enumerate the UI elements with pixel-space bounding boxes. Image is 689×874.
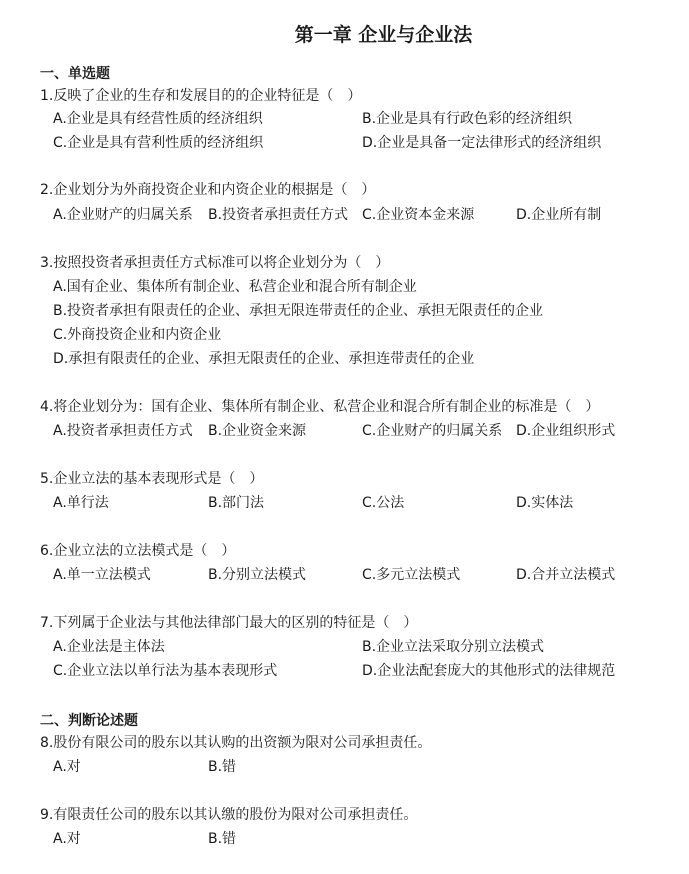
q3-option-b: B.投资者承担有限责任的企业、承担无限连带责任的企业、承担无限责任的企业 <box>53 303 544 319</box>
q2-option-a: A.企业财产的归属关系 <box>53 207 193 223</box>
q5-option-d: D.实体法 <box>516 495 574 511</box>
q5-option-c: C.公法 <box>362 495 405 511</box>
question-6: 6.企业立法的立法模式是（ ） <box>40 543 236 559</box>
question-2: 2.企业划分为外商投资企业和内资企业的根据是（ ） <box>40 182 376 198</box>
q2-option-d: D.企业所有制 <box>516 207 602 223</box>
q6-option-a: A.单一立法模式 <box>53 567 151 583</box>
question-7: 7.下列属于企业法与其他法律部门最大的区别的特征是（ ） <box>40 615 418 631</box>
q3-option-c: C.外商投资企业和内资企业 <box>53 327 222 343</box>
q1-option-d: D.企业是具备一定法律形式的经济组织 <box>362 135 602 151</box>
q6-option-c: C.多元立法模式 <box>362 567 461 583</box>
q3-option-d: D.承担有限责任的企业、承担无限责任的企业、承担连带责任的企业 <box>53 351 475 367</box>
q1-option-c: C.企业是具有营利性质的经济组织 <box>53 135 264 151</box>
q7-option-c: C.企业立法以单行法为基本表现形式 <box>53 663 278 679</box>
section-heading-single-choice: 一、单选题 <box>40 66 110 82</box>
question-8: 8.股份有限公司的股东以其认购的出资额为限对公司承担责任。 <box>40 735 432 751</box>
q3-option-a: A.国有企业、集体所有制企业、私营企业和混合所有制企业 <box>53 279 417 295</box>
question-3: 3.按照投资者承担责任方式标准可以将企业划分为（ ） <box>40 255 390 271</box>
q4-option-a: A.投资者承担责任方式 <box>53 423 193 439</box>
q2-option-c: C.企业资本金来源 <box>362 207 475 223</box>
q9-option-a: A.对 <box>53 831 81 847</box>
section-heading-true-false: 二、判断论述题 <box>40 713 138 729</box>
question-5: 5.企业立法的基本表现形式是（ ） <box>40 471 264 487</box>
q7-option-a: A.企业法是主体法 <box>53 639 165 655</box>
q2-option-b: B.投资者承担责任方式 <box>208 207 349 223</box>
q7-option-d: D.企业法配套庞大的其他形式的法律规范 <box>362 663 616 679</box>
question-1: 1.反映了企业的生存和发展目的的企业特征是（ ） <box>40 88 362 104</box>
chapter-title: 第一章 企业与企业法 <box>294 24 473 46</box>
q4-option-b: B.企业资金来源 <box>208 423 307 439</box>
q8-option-a: A.对 <box>53 759 81 775</box>
q6-option-d: D.合并立法模式 <box>516 567 616 583</box>
question-9: 9.有限责任公司的股东以其认缴的股份为限对公司承担责任。 <box>40 807 418 823</box>
question-4: 4.将企业划分为：国有企业、集体所有制企业、私营企业和混合所有制企业的标准是（ ） <box>40 399 600 415</box>
q4-option-c: C.企业财产的归属关系 <box>362 423 503 439</box>
q1-option-b: B.企业是具有行政色彩的经济组织 <box>362 111 573 127</box>
q4-option-d: D.企业组织形式 <box>516 423 616 439</box>
q9-option-b: B.错 <box>208 831 237 847</box>
q1-option-a: A.企业是具有经营性质的经济组织 <box>53 111 263 127</box>
q5-option-a: A.单行法 <box>53 495 109 511</box>
q5-option-b: B.部门法 <box>208 495 265 511</box>
q8-option-b: B.错 <box>208 759 237 775</box>
q7-option-b: B.企业立法采取分别立法模式 <box>362 639 545 655</box>
q6-option-b: B.分别立法模式 <box>208 567 307 583</box>
